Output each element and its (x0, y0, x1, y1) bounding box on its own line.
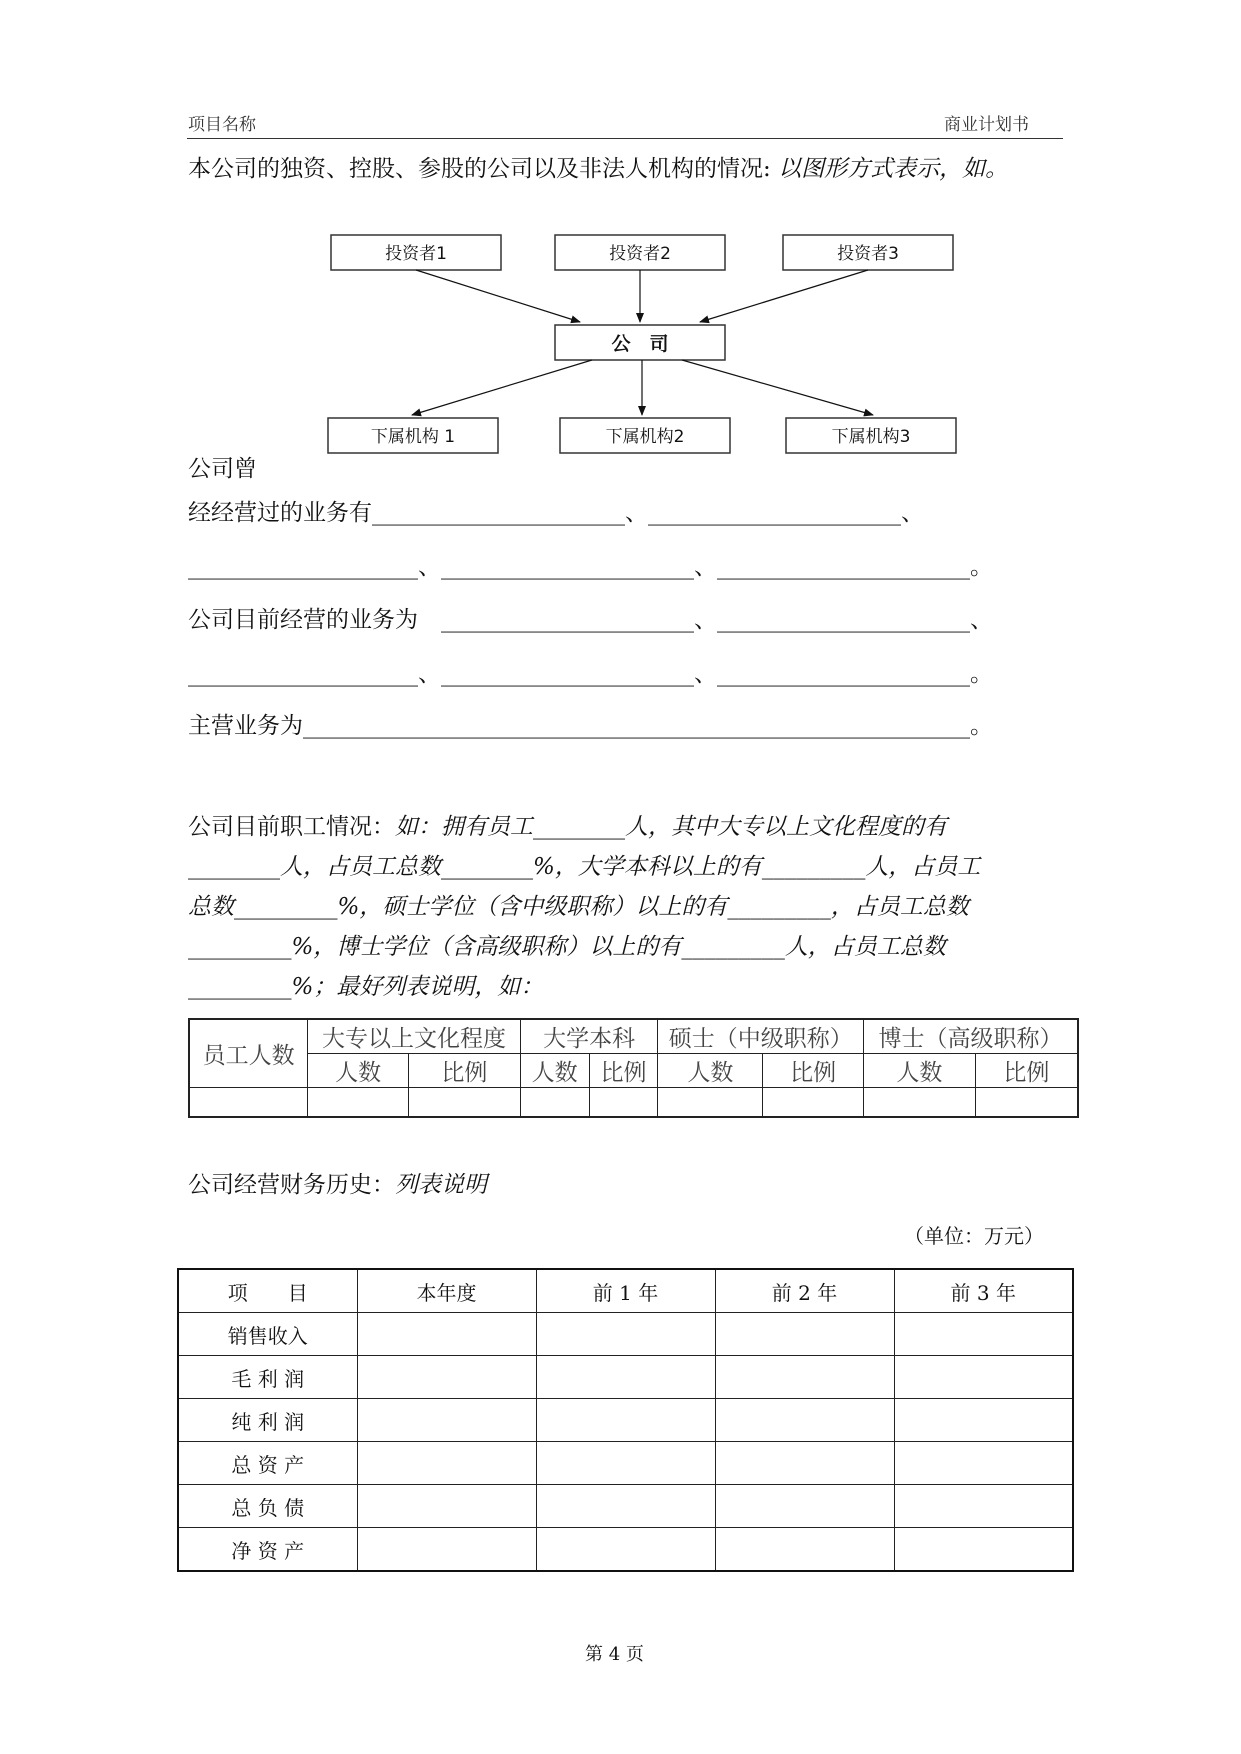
finance-cell[interactable] (894, 1528, 1073, 1572)
staff-cell[interactable] (863, 1088, 975, 1117)
finance-cell[interactable] (536, 1313, 715, 1356)
finance-row-gross-profit (178, 1356, 1073, 1399)
finance-cell[interactable] (894, 1399, 1073, 1442)
finance-cell[interactable] (536, 1356, 715, 1399)
finance-cell[interactable] (715, 1485, 894, 1528)
finance-unit: （单位：万元） (904, 1224, 1044, 1248)
finance-cell[interactable] (357, 1356, 536, 1399)
finance-row-label: 纯 利 润 (178, 1399, 357, 1442)
arrow-company-sub3 (682, 360, 873, 415)
arrow-investor3-company (700, 270, 868, 322)
finance-cell[interactable] (357, 1485, 536, 1528)
finance-cell[interactable] (536, 1528, 715, 1572)
staff-cell[interactable] (189, 1088, 308, 1117)
staff-group-bachelor: 大学本科 (520, 1019, 658, 1054)
finance-cell[interactable] (357, 1313, 536, 1356)
staff-line-1-plain: 公司目前职工情况： (188, 814, 395, 840)
subsidiary-label-1: 下属机构 1 (370, 427, 456, 447)
finance-row-label: 总 负 债 (178, 1485, 357, 1528)
arrow-investor1-company (416, 270, 580, 322)
finance-cell[interactable] (894, 1442, 1073, 1485)
staff-cell[interactable] (763, 1088, 864, 1117)
finance-cell[interactable] (715, 1528, 894, 1572)
finance-row-label: 毛 利 润 (178, 1356, 357, 1399)
business-line-4: 公司目前经营的业务为 ______________________、______________________、 (188, 607, 993, 633)
finance-cell[interactable] (536, 1485, 715, 1528)
subsidiary-label-3: 下属机构3 (831, 427, 911, 447)
staff-sub-count: 人数 (863, 1054, 975, 1088)
finance-title (188, 1166, 487, 1199)
finance-row-net-assets (178, 1528, 1073, 1572)
staff-line-2: ________人，占员工总数________%，大学本科以上的有_________人，占员工 (188, 854, 981, 880)
investor-label-1: 投资者1 (385, 244, 447, 264)
finance-row-sales (178, 1313, 1073, 1356)
finance-cell[interactable] (715, 1442, 894, 1485)
finance-table (177, 1268, 1074, 1572)
business-line-6: 主营业务为__________________________________________________________。 (188, 713, 993, 739)
staff-line-4: _________%，博士学位（含高级职称）以上的有_________人，占员工总数 (188, 934, 946, 960)
staff-sub-count: 人数 (658, 1054, 763, 1088)
subsidiary-label-2: 下属机构2 (605, 427, 685, 447)
finance-row-label: 总 资 产 (178, 1442, 357, 1485)
finance-cell[interactable] (715, 1356, 894, 1399)
staff-sub-ratio: 比例 (408, 1054, 520, 1088)
staff-line-5: _________%；最好列表说明，如： (188, 974, 544, 1000)
staff-sub-count: 人数 (520, 1054, 589, 1088)
finance-header-row (178, 1269, 1073, 1313)
staff-header-count: 员工人数 (189, 1019, 308, 1088)
staff-group-doctor: 博士（高级职称） (863, 1019, 1078, 1054)
staff-line-1 (188, 808, 947, 841)
staff-sub-ratio: 比例 (975, 1054, 1078, 1088)
staff-sub-count: 人数 (308, 1054, 409, 1088)
staff-group-master: 硕士（中级职称） (658, 1019, 864, 1054)
finance-cell[interactable] (894, 1313, 1073, 1356)
staff-cell[interactable] (408, 1088, 520, 1117)
staff-cell[interactable] (589, 1088, 658, 1117)
business-line-3: ____________________、______________________、______________________。 (188, 554, 993, 580)
intro-italic: 以图形方式表示，如。 (778, 156, 1009, 182)
staff-line-1-italic: 如：拥有员工________人，其中大专以上文化程度的有 (395, 814, 947, 840)
intro-plain: 本公司的独资、控股、参股的公司以及非法人机构的情况: (188, 156, 771, 182)
finance-cell[interactable] (536, 1399, 715, 1442)
staff-cell[interactable] (975, 1088, 1078, 1117)
staff-table (188, 1018, 1079, 1118)
finance-row-total-liabilities (178, 1485, 1073, 1528)
org-diagram (0, 0, 1241, 470)
finance-col-prev2: 前 2 年 (715, 1269, 894, 1313)
staff-sub-ratio: 比例 (589, 1054, 658, 1088)
investor-label-3: 投资者3 (837, 244, 899, 264)
company-label: 公 司 (611, 333, 669, 355)
arrow-company-sub1 (412, 360, 592, 415)
header-doc-title: 商业计划书 (944, 115, 1029, 135)
finance-row-label: 净 资 产 (178, 1528, 357, 1572)
staff-cell[interactable] (658, 1088, 763, 1117)
finance-col-current: 本年度 (357, 1269, 536, 1313)
finance-cell[interactable] (894, 1356, 1073, 1399)
finance-col-item: 项 目 (178, 1269, 357, 1313)
finance-col-prev3: 前 3 年 (894, 1269, 1073, 1313)
finance-cell[interactable] (894, 1485, 1073, 1528)
finance-row-label: 销售收入 (178, 1313, 357, 1356)
staff-data-row (189, 1088, 1078, 1117)
business-line-1: 公司曾 (188, 456, 257, 482)
header-project-name: 项目名称 (188, 115, 256, 135)
staff-line-3: 总数_________%，硕士学位（含中级职称）以上的有_________，占员工总数 (188, 894, 969, 920)
staff-sub-ratio: 比例 (763, 1054, 864, 1088)
page-number: 第 4 页 (585, 1644, 644, 1665)
business-line-5: ____________________、______________________、______________________。 (188, 661, 993, 687)
finance-cell[interactable] (357, 1528, 536, 1572)
finance-title-plain: 公司经营财务历史： (188, 1172, 395, 1198)
investor-label-2: 投资者2 (609, 244, 671, 264)
finance-row-net-profit (178, 1399, 1073, 1442)
finance-row-total-assets (178, 1442, 1073, 1485)
staff-group-college: 大专以上文化程度 (308, 1019, 521, 1054)
finance-cell[interactable] (357, 1399, 536, 1442)
business-line-2: 经经营过的业务有______________________、______________________、 (188, 500, 924, 526)
finance-cell[interactable] (715, 1399, 894, 1442)
finance-col-prev1: 前 1 年 (536, 1269, 715, 1313)
finance-title-italic: 列表说明 (395, 1172, 487, 1198)
staff-cell[interactable] (308, 1088, 409, 1117)
staff-cell[interactable] (520, 1088, 589, 1117)
finance-cell[interactable] (715, 1313, 894, 1356)
finance-cell[interactable] (357, 1442, 536, 1485)
finance-cell[interactable] (536, 1442, 715, 1485)
